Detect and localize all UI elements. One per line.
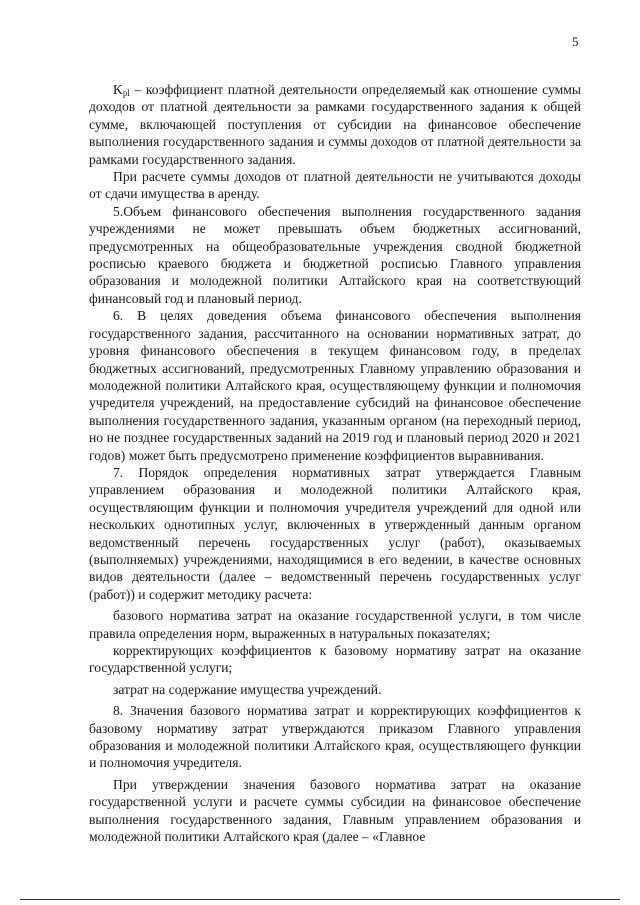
kpl-subscript: pl bbox=[122, 88, 130, 98]
paragraph-item-6: 6. В целях доведения объема финансового обеспечения выполнения государственного задания, рассчитанного на основании нормативных затрат, до уровня финансового обеспечения в текущем финансовом году, в пределах бюджетных ассигнований, предусмотренных Главному управлению образования и молодежной политики Алтайского края, осуществляющему функции и полномочия учредителя учреждений, на предоставление субсидий на финансовое обеспечение выполнения государственного задания, указанным органом (на переходный период, но не позднее государственных заданий на 2019 год и плановый период 2020 и 2021 годов) может быть предусмотрено применение коэффициентов выравнивания. bbox=[89, 308, 581, 463]
list-item-coefficients: корректирующих коэффициентов к базовому нормативу затрат на оказание государственной услуги; bbox=[89, 643, 581, 676]
paragraph-item-8: 8. Значения базового норматива затрат и корректирующих коэффициентов к базовому нормативу затрат утверждаются приказом Главного управления образования и молодежной политики Алтайского края, осуществляющего функции и полномочия учредителя. bbox=[89, 703, 581, 771]
document-body bbox=[89, 81, 581, 845]
paragraph-approval: При утверждении значения базового норматива затрат на оказание государственной услуги и расчете суммы субсидии на финансовое обеспечение выполнения государственного задания, Главным управлением образования и молодежной политики Алтайского края (далее – «Главное bbox=[89, 776, 581, 845]
paragraph-item-5: 5.Объем финансового обеспечения выполнения государственного задания учреждениями не может превышать объем бюджетных ассигнований, предусмотренных на общеобразовательные учреждения сводной бюджетной росписью краевого бюджета и бюджетной росписью Главного управления образования и молодежной политики Алтайского края на соответствующий финансовый год и плановый период. bbox=[89, 203, 581, 306]
kpl-definition-text: – коэффициент платной деятельности определяемый как отношение суммы доходов от платной деятельности за рамками государственного задания к общей сумме, включающей поступления от субсидии на финансовое обеспечение выполнения государственного задания и суммы доходов от платной деятельности за рамками государственного задания. bbox=[89, 82, 581, 167]
paragraph-item-7: 7. Порядок определения нормативных затрат утверждается Главным управлением образования и молодежной политики Алтайского края, осуществляющим функции и полномочия учредителя учреждений для одной или нескольких однотипных услуг, включенных в утвержденный данным органом ведомственный перечень государственных услуг (работ), оказываемых (выполняемых) учреждениями, находящимися в его ведении, в качестве основных видов деятельности (далее – ведомственный перечень государственных услуг (работ)) и содержит методику расчета: bbox=[89, 464, 581, 602]
page-number: 5 bbox=[572, 34, 579, 49]
list-item-base-norm: базового норматива затрат на оказание государственной услуги, в том числе правила определения норм, выраженных в натуральных показателях; bbox=[89, 608, 581, 641]
list-item-property-costs: затрат на содержание имущества учреждений. bbox=[113, 681, 382, 697]
kpl-symbol: K bbox=[113, 82, 123, 97]
bottom-rule bbox=[20, 899, 620, 900]
paragraph-kpl-definition bbox=[89, 81, 581, 168]
paragraph-rent-exclusion: При расчете суммы доходов от платной деятельности не учитываются доходы от сдачи имущества в аренду. bbox=[89, 169, 581, 202]
